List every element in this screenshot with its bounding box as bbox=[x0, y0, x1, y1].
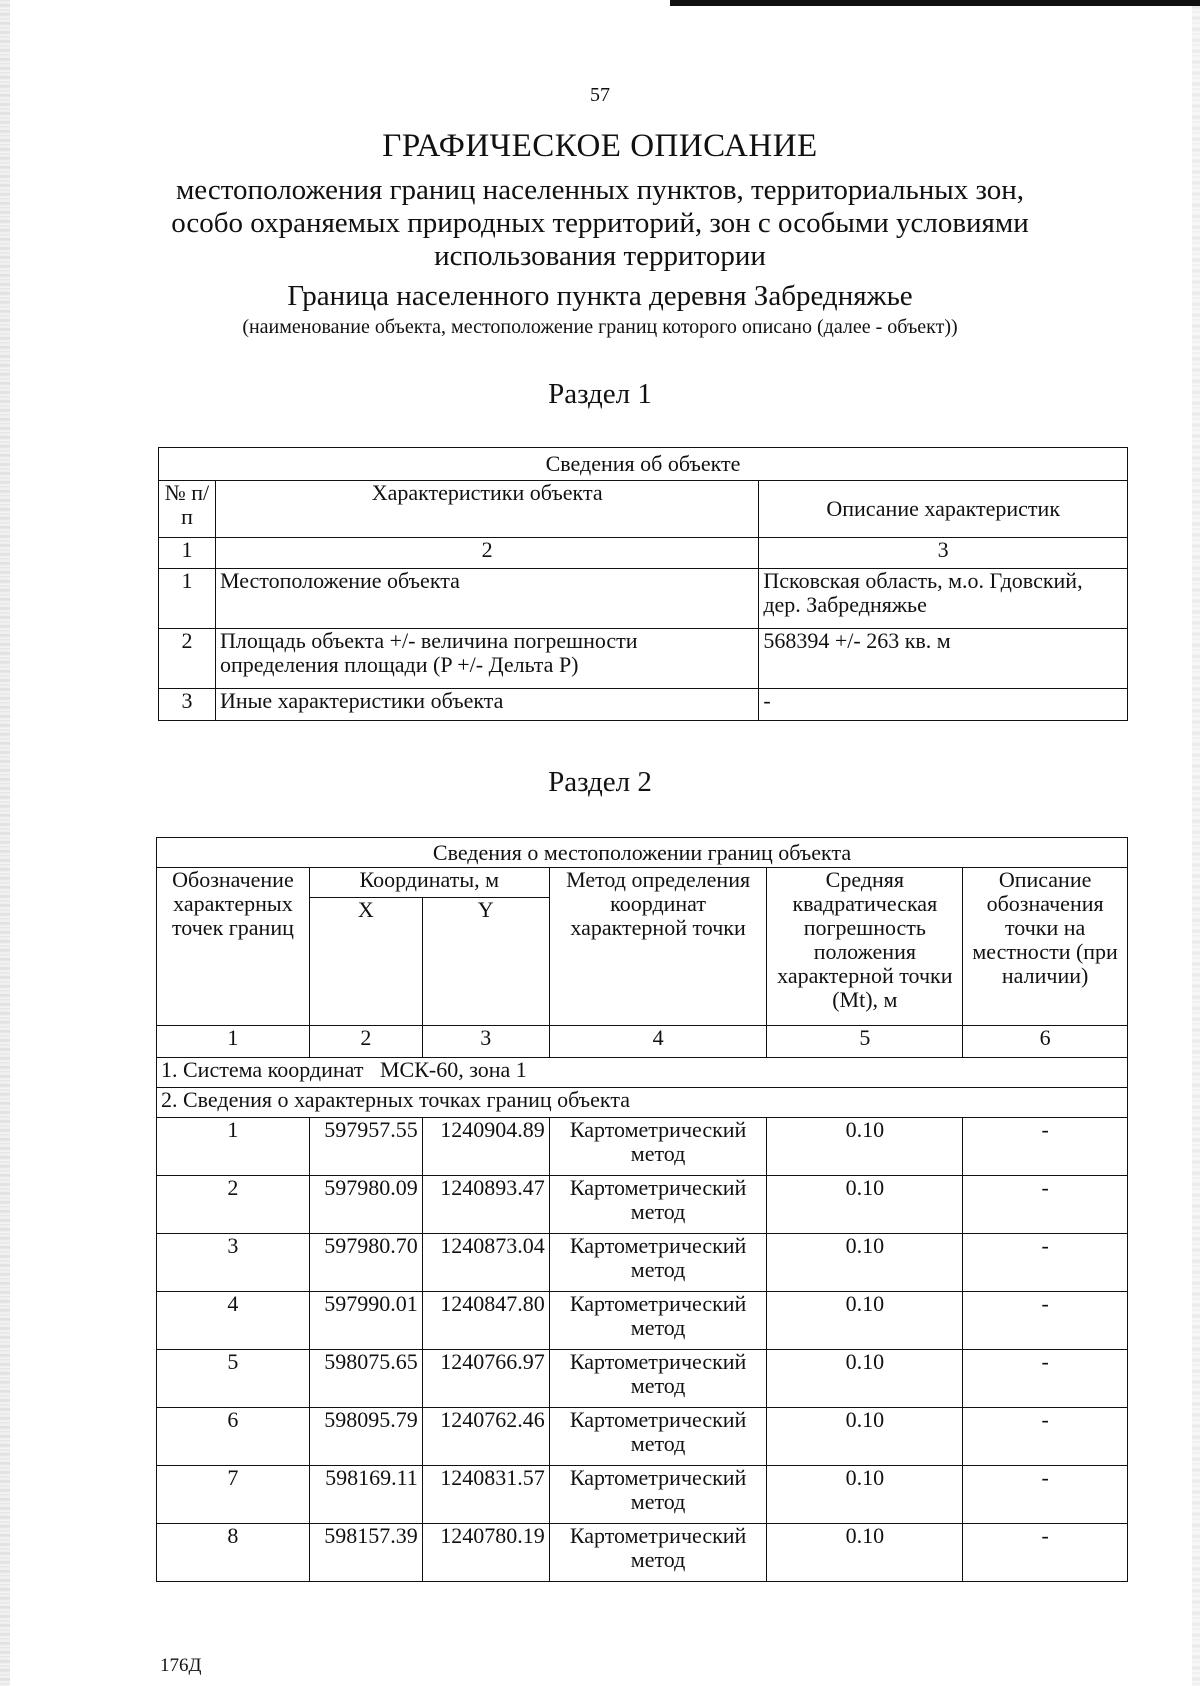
point-id: 8 bbox=[157, 1524, 310, 1582]
row-value: - bbox=[759, 689, 1128, 721]
location: - bbox=[963, 1234, 1128, 1292]
location: - bbox=[963, 1524, 1128, 1582]
scan-bar-top bbox=[670, 0, 1200, 6]
coord-x: 597990.01 bbox=[309, 1292, 422, 1350]
col-number: 5 bbox=[767, 1026, 963, 1058]
location: - bbox=[963, 1292, 1128, 1350]
boundary-points-table bbox=[156, 837, 1128, 1582]
header-method: Метод определения координат характерной точки bbox=[549, 868, 767, 1026]
coord-y: 1240893.47 bbox=[422, 1176, 549, 1234]
header-num: № п/п bbox=[159, 481, 216, 538]
point-id: 6 bbox=[157, 1408, 310, 1466]
coord-y: 1240873.04 bbox=[422, 1234, 549, 1292]
row-name: Местоположение объекта bbox=[215, 569, 758, 629]
col-number: 1 bbox=[159, 538, 216, 569]
row-value: Псковская область, м.о. Гдовский, дер. Забредняжье bbox=[759, 569, 1128, 629]
object-info-table bbox=[158, 447, 1128, 721]
table-row bbox=[157, 1234, 1128, 1292]
error: 0.10 bbox=[767, 1234, 963, 1292]
coord-y: 1240762.46 bbox=[422, 1408, 549, 1466]
table-row bbox=[157, 1408, 1128, 1466]
table-row bbox=[157, 1292, 1128, 1350]
document-title: ГРАФИЧЕСКОЕ ОПИСАНИЕ bbox=[382, 128, 818, 164]
point-id: 4 bbox=[157, 1292, 310, 1350]
section1-heading: Раздел 1 bbox=[548, 378, 652, 410]
table-row bbox=[157, 1350, 1128, 1408]
section2-heading: Раздел 2 bbox=[548, 766, 652, 798]
coord-x: 597957.55 bbox=[309, 1118, 422, 1176]
error: 0.10 bbox=[767, 1118, 963, 1176]
method: Картометрический метод bbox=[549, 1350, 767, 1408]
location: - bbox=[963, 1350, 1128, 1408]
coord-x: 597980.70 bbox=[309, 1234, 422, 1292]
table-row bbox=[157, 1176, 1128, 1234]
coord-y: 1240904.89 bbox=[422, 1118, 549, 1176]
col-number: 3 bbox=[422, 1026, 549, 1058]
header-point: Обозначение характерных точек границ bbox=[157, 868, 310, 1026]
row-name: Площадь объекта +/- величина погрешности определения площади (P +/- Дельта P) bbox=[215, 629, 758, 689]
point-id: 1 bbox=[157, 1118, 310, 1176]
error: 0.10 bbox=[767, 1466, 963, 1524]
scan-edge-left bbox=[0, 0, 10, 1686]
method: Картометрический метод bbox=[549, 1292, 767, 1350]
point-id: 2 bbox=[157, 1176, 310, 1234]
point-id: 3 bbox=[157, 1234, 310, 1292]
location: - bbox=[963, 1176, 1128, 1234]
coord-x: 598095.79 bbox=[309, 1408, 422, 1466]
col-number: 4 bbox=[549, 1026, 767, 1058]
coord-y: 1240847.80 bbox=[422, 1292, 549, 1350]
page-number: 57 bbox=[590, 84, 610, 106]
header-error: Средняя квадратическая погрешность положения характерной точки (Mt), м bbox=[767, 868, 963, 1026]
row-num: 1 bbox=[159, 569, 216, 629]
method: Картометрический метод bbox=[549, 1466, 767, 1524]
header-y: Y bbox=[422, 898, 549, 1026]
error: 0.10 bbox=[767, 1524, 963, 1582]
row-num: 3 bbox=[159, 689, 216, 721]
scan-edge-right bbox=[1192, 0, 1200, 1686]
coord-x: 597980.09 bbox=[309, 1176, 422, 1234]
table-row bbox=[157, 1524, 1128, 1582]
coord-system-row: 1. Система координат МСК-60, зона 1 bbox=[157, 1058, 1128, 1088]
header-x: X bbox=[309, 898, 422, 1026]
object-name: Граница населенного пункта деревня Забредняжье bbox=[287, 280, 913, 312]
header-location: Описание обозначения точки на местности (при наличии) bbox=[963, 868, 1128, 1026]
coord-y: 1240766.97 bbox=[422, 1350, 549, 1408]
row-value: 568394 +/- 263 кв. м bbox=[759, 629, 1128, 689]
location: - bbox=[963, 1466, 1128, 1524]
error: 0.10 bbox=[767, 1176, 963, 1234]
object-caption: (наименование объекта, местоположение границ которого описано (далее - объект)) bbox=[242, 316, 958, 338]
location: - bbox=[963, 1118, 1128, 1176]
footer-code: 176Д bbox=[160, 1655, 202, 1676]
col-number: 6 bbox=[963, 1026, 1128, 1058]
method: Картометрический метод bbox=[549, 1118, 767, 1176]
method: Картометрический метод bbox=[549, 1408, 767, 1466]
method: Картометрический метод bbox=[549, 1234, 767, 1292]
coord-x: 598157.39 bbox=[309, 1524, 422, 1582]
points-heading-row: 2. Сведения о характерных точках границ объекта bbox=[157, 1088, 1128, 1118]
table-row bbox=[157, 1118, 1128, 1176]
method: Картометрический метод bbox=[549, 1176, 767, 1234]
header-coords: Координаты, м bbox=[309, 868, 549, 898]
col-number: 1 bbox=[157, 1026, 310, 1058]
point-id: 5 bbox=[157, 1350, 310, 1408]
error: 0.10 bbox=[767, 1350, 963, 1408]
coord-x: 598075.65 bbox=[309, 1350, 422, 1408]
object-info-table-title: Сведения об объекте bbox=[159, 448, 1128, 481]
col-number: 2 bbox=[215, 538, 758, 569]
location: - bbox=[963, 1408, 1128, 1466]
error: 0.10 bbox=[767, 1292, 963, 1350]
row-num: 2 bbox=[159, 629, 216, 689]
coord-y: 1240831.57 bbox=[422, 1466, 549, 1524]
boundary-table-title: Сведения о местоположении границ объекта bbox=[157, 838, 1128, 868]
document-subtitle: местоположения границ населенных пунктов, территориальных зон, особо охраняемых природных территорий, зон с особыми условиями использования территории bbox=[171, 174, 1029, 272]
method: Картометрический метод bbox=[549, 1524, 767, 1582]
error: 0.10 bbox=[767, 1408, 963, 1466]
point-id: 7 bbox=[157, 1466, 310, 1524]
table-row bbox=[157, 1466, 1128, 1524]
col-number: 3 bbox=[759, 538, 1128, 569]
coord-y: 1240780.19 bbox=[422, 1524, 549, 1582]
header-characteristics: Характеристики объекта bbox=[215, 481, 758, 538]
row-name: Иные характеристики объекта bbox=[215, 689, 758, 721]
header-description: Описание характеристик bbox=[759, 481, 1128, 538]
col-number: 2 bbox=[309, 1026, 422, 1058]
coord-x: 598169.11 bbox=[309, 1466, 422, 1524]
